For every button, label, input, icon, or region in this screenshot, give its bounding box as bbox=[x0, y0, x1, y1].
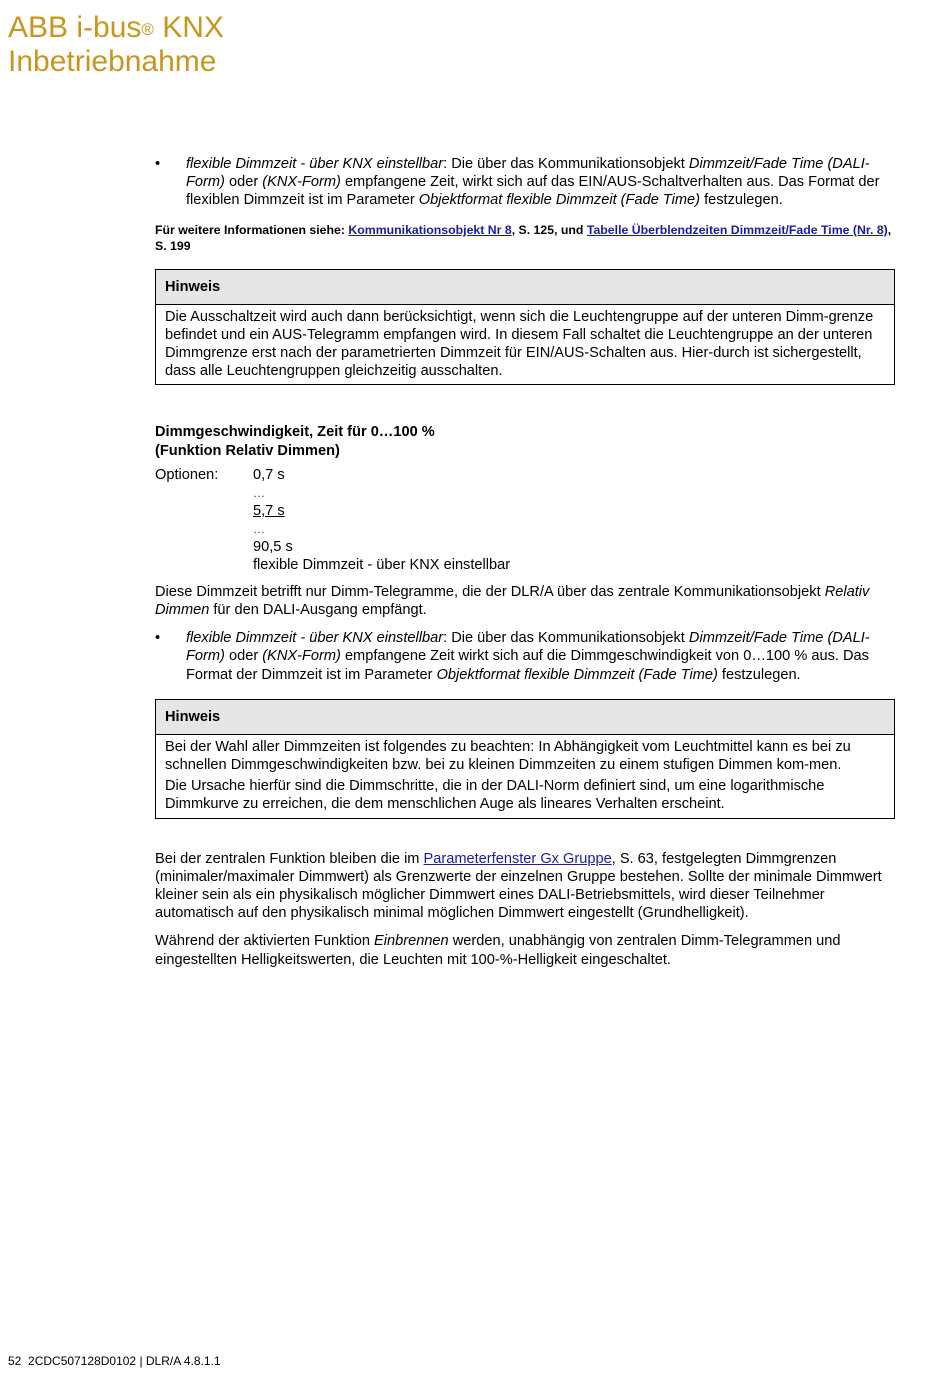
paragraph-zentrale-funktion: Bei der zentralen Funktion bleiben die im Parameterfenster Gx Gruppe, S. 63, festgelegten Dimmgrenzen (minimaler/maximaler Dimmwert) als Grenzwerte der einzelnen Gruppe bestehen. Sollte der minimale Dimmwert kleiner sein als ein physikalisch möglicher Dimmwert eines DALI-Betriebsmittels, wird dieser Teilnehmer automatisch auf den physikalisch minimal möglichen Dimmwert eingestellt (Grundhelligkeit). bbox=[155, 850, 882, 922]
option-item-default: 5,7 s bbox=[253, 502, 285, 519]
page-footer bbox=[8, 1354, 221, 1368]
link-kommunikationsobjekt-nr-8[interactable]: Kommunikationsobjekt Nr 8 bbox=[348, 222, 512, 237]
parameter-options bbox=[155, 466, 895, 574]
bullet-flexible-dimmzeit-speed: • flexible Dimmzeit - über KNX einstellbar: Die über das Kommunikationsobjekt Dimmzeit/Fade Time (DALI-Form) oder (KNX-Form) empfangene Zeit wirkt sich auf die Dimmgeschwindigkeit von 0…100 % aus. Das Format der Dimmzeit ist im Parameter Objektformat flexible Dimmzeit (Fade Time) festzulegen. bbox=[155, 630, 870, 683]
bullet-dot: • bbox=[155, 630, 161, 647]
header-product-line: ABB i-bus® KNX bbox=[8, 11, 224, 44]
options-list bbox=[253, 466, 510, 574]
paragraph-einbrennen: Während der aktivierten Funktion Einbrennen werden, unabhängig von zentralen Dimm-Telegrammen und eingestellten Helligkeitswerten, die Leuchten mit 100-%-Helligkeit eingeschaltet. bbox=[155, 933, 841, 968]
option-ellipsis: … bbox=[253, 521, 265, 536]
note-body: Die Ausschaltzeit wird auch dann berücksichtigt, wenn sich die Leuchtengruppe auf der unteren Dimm-grenze befindet und ein AUS-Telegramm empfangen wird. In diesem Fall schaltet die Leuchtengruppe an der unteren Dimmgrenze erst nach der parametrierten Dimmzeit für EIN/AUS-Schalten aus. Hier-durch ist sichergestellt, dass alle Leuchtengruppen gleichzeitig ausschalten. bbox=[165, 308, 874, 380]
document-id: 2CDC507128D0102 | DLR/A 4.8.1.1 bbox=[28, 1354, 221, 1368]
option-ellipsis: … bbox=[253, 485, 265, 500]
option-item: flexible Dimmzeit - über KNX einstellbar bbox=[253, 556, 511, 573]
option-item: 0,7 s bbox=[253, 466, 285, 483]
further-info-reference: Für weitere Informationen siehe: Kommunikationsobjekt Nr 8, S. 125, und Tabelle Überblendzeiten Dimmzeit/Fade Time (Nr. 8), S. 199 bbox=[155, 222, 892, 253]
document-header bbox=[8, 11, 224, 79]
bullet-dot: • bbox=[155, 156, 161, 172]
page-content bbox=[155, 155, 895, 969]
note-title: Hinweis bbox=[156, 270, 894, 305]
link-parameterfenster-gx-gruppe[interactable]: Parameterfenster Gx Gruppe bbox=[423, 850, 612, 867]
note-title: Hinweis bbox=[156, 700, 894, 735]
bullet-flexible-dimmzeit-switch: • flexible Dimmzeit - über KNX einstellbar: Die über das Kommunikationsobjekt Dimmzeit/Fade Time (DALI-Form) oder (KNX-Form) empfangene Zeit, wirkt sich auf das EIN/AUS-Schaltverhalten aus. Das Format der flexiblen Dimmzeit ist im Parameter Objektformat flexible Dimmzeit (Fade Time) festzulegen. bbox=[155, 156, 880, 209]
parameter-title: Dimmgeschwindigkeit, Zeit für 0…100 % (Funktion Relativ Dimmen) bbox=[155, 424, 435, 459]
link-tabelle-ueberblendzeiten[interactable]: Tabelle Überblendzeiten Dimmzeit/Fade Time (Nr. 8) bbox=[586, 222, 888, 237]
parameter-description: Diese Dimmzeit betrifft nur Dimm-Telegramme, die der DLR/A über das zentrale Kommunikationsobjekt Relativ Dimmen für den DALI-Ausgang empfängt. bbox=[155, 583, 870, 619]
option-item: 90,5 s bbox=[253, 538, 293, 555]
note-box-dimmzeiten bbox=[155, 699, 895, 819]
header-section-title: Inbetriebnahme bbox=[8, 45, 217, 78]
page-number: 52 bbox=[8, 1354, 22, 1368]
options-label: Optionen: bbox=[155, 466, 219, 483]
registered-mark: ® bbox=[141, 20, 154, 39]
note-box-ausschaltzeit bbox=[155, 269, 895, 386]
note-body: Bei der Wahl aller Dimmzeiten ist folgendes zu beachten: In Abhängigkeit vom Leuchtmittel kann es bei zu schnellen Dimmgeschwindigkeiten bzw. bei zu kleinen Dimmzeiten zu einem stufigen Dimmen kom-men. Die Ursache hierfür sind die Dimmschritte, die in der DALI-Norm definiert sind, um eine logarithmische Dimmkurve zu erreichen, die dem menschlichen Auge als lineares Verhalten erscheint. bbox=[165, 738, 851, 813]
